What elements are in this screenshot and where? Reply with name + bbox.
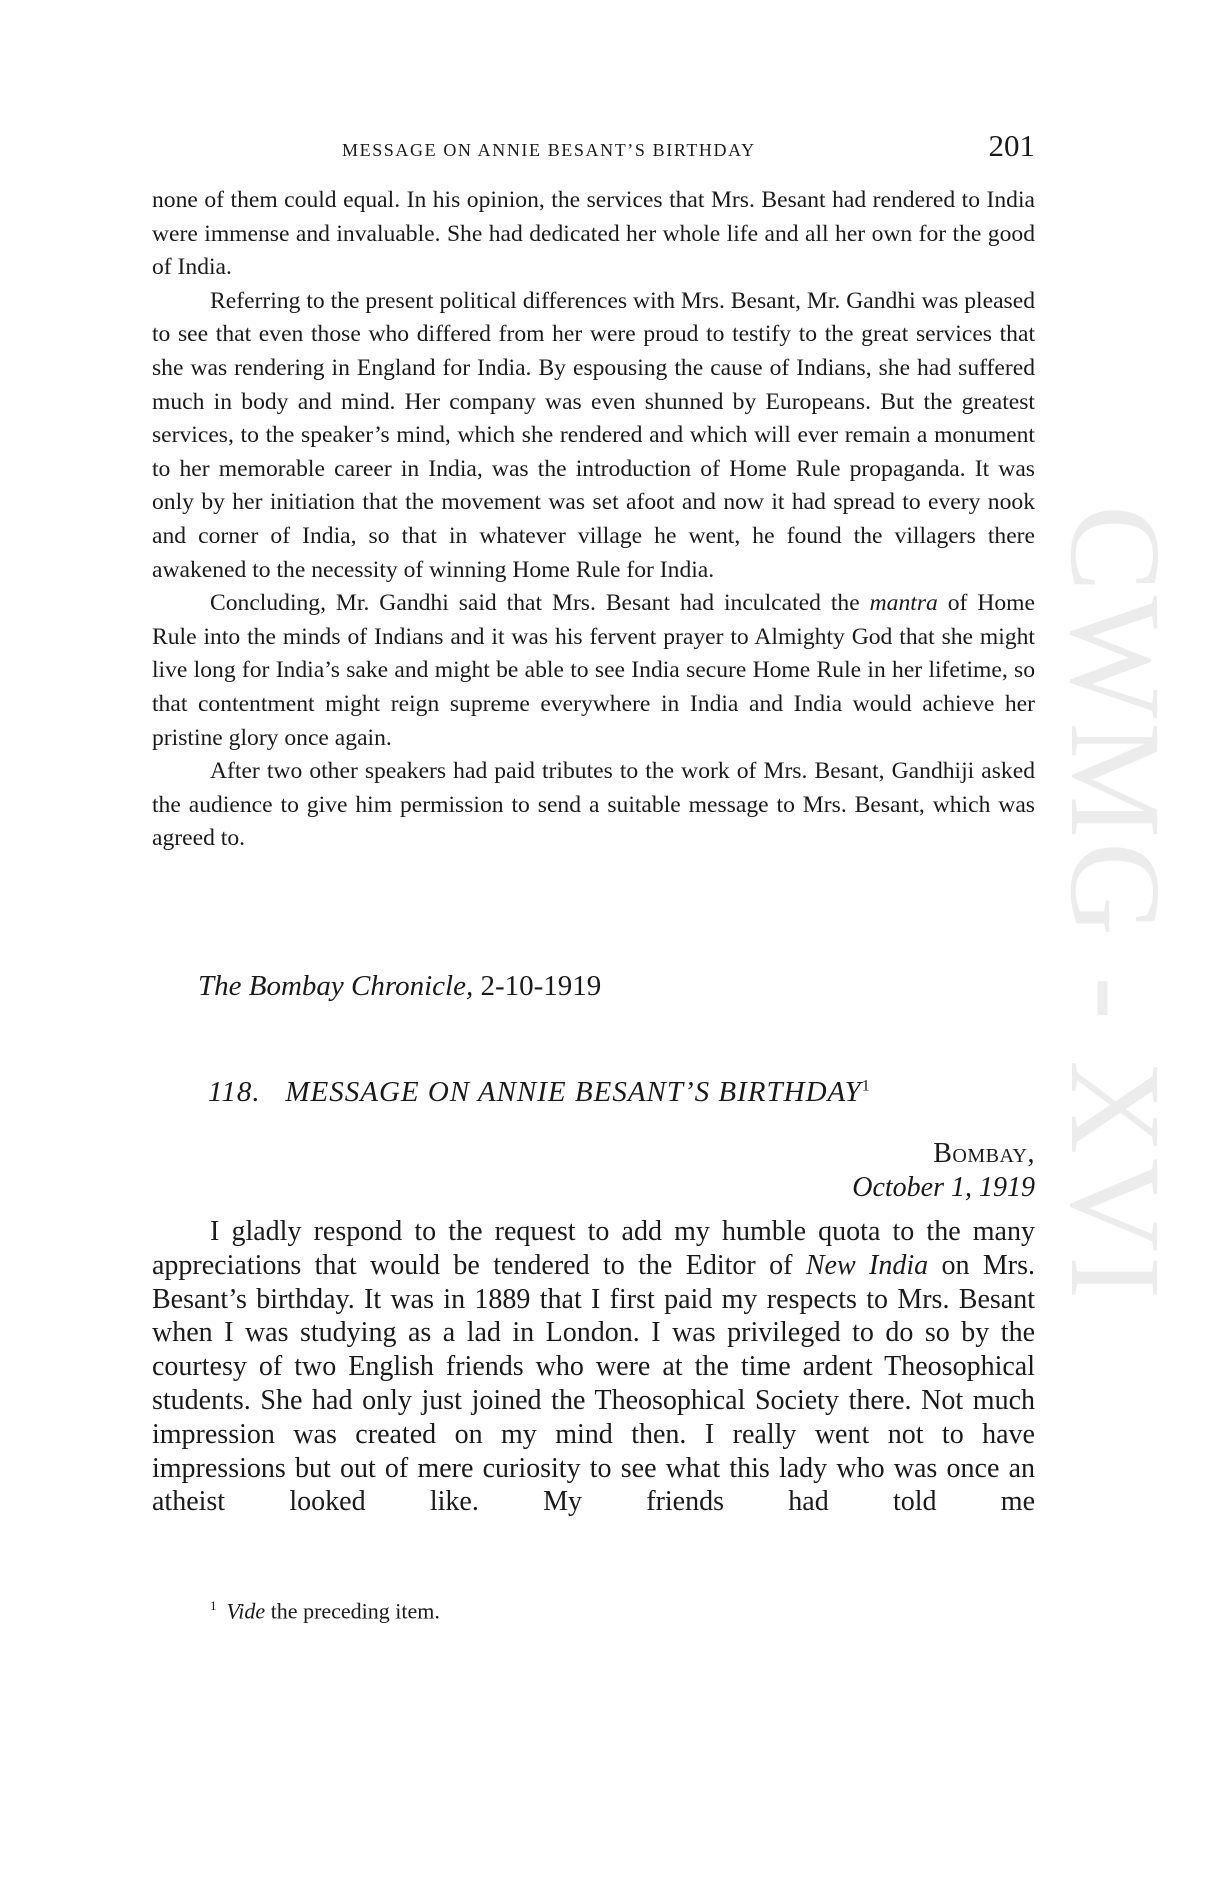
footnote-vide: Vide: [226, 1598, 266, 1624]
letter-start: I gladly respond to the request to add my humble quota to the many appreciations that would be tendered to the Editor of: [152, 1216, 1035, 1281]
letter-rest: on Mrs. Besant’s birthday. It was in 1889 that I first paid my respects to Mrs. Besant when I was studying as a lad in London. I was privileged to do so by the courtesy of two English friends who were at the time ardent Theosophical students. She had only just joined the Theosophical Society there. Not much impression was created on my mind then. I really went not to have impressions but out of mere curiosity to see what this lady who was once an atheist looked like. My friends had told me: [152, 1249, 1036, 1518]
source-publication: The Bombay Chronicle,: [198, 970, 474, 1002]
paragraph-3-end: of Home Rule into the minds of Indians and it was his fervent prayer to Almighty God that she might live long for India’s sake and might be able to see India secure Home Rule in her lifetime, so that contentment might reign supreme everywhere in India and India would achieve her pristine glory once again.: [152, 590, 1035, 751]
source-citation: [198, 970, 601, 1003]
dateline-place: Bombay,: [933, 1138, 1035, 1169]
mantra-italic: mantra: [869, 590, 938, 617]
article-number: 118.: [208, 1076, 261, 1108]
letter-paragraph: [152, 1215, 1035, 1519]
paragraph-1: none of them could equal. In his opinion, the services that Mrs. Besant had rendered to India were immense and invaluable. She had dedicated her whole life and all her own for the good of India.: [152, 187, 1035, 281]
paragraph-4: After two other speakers had paid tributes to the work of Mrs. Besant, Gandhiji asked the audience to give him permission to send a suitable message to Mrs. Besant, which was agreed to.: [152, 758, 1035, 852]
new-india-italic: New India: [805, 1249, 929, 1281]
paragraph-3: [152, 587, 1035, 755]
report-body: [152, 184, 1035, 856]
footnote-text: the preceding item.: [270, 1598, 440, 1624]
article-heading: [208, 1076, 871, 1109]
letter-body: [152, 1215, 1035, 1519]
source-date: 2-10-1919: [480, 970, 602, 1002]
running-head: [152, 128, 1035, 168]
watermark-text: CWMG - XVI: [1043, 505, 1187, 1304]
running-title: MESSAGE ON ANNIE BESANT’S BIRTHDAY: [342, 140, 756, 160]
watermark: [1040, 505, 1190, 1535]
footnote-marker: 1: [861, 1077, 871, 1095]
page-number: 201: [988, 128, 1035, 163]
article-title: MESSAGE ON ANNIE BESANT’S BIRTHDAY: [285, 1076, 862, 1108]
paragraph-2: Referring to the present political differences with Mrs. Besant, Mr. Gandhi was pleased to see that even those who differed from her were proud to testify to the great services that she was rendering in England for India. By espousing the cause of Indians, she had suffered much in body and mind. Her company was even shunned by Europeans. But the greatest services, to the speaker’s mind, which she rendered and which will ever remain a monument to her memorable career in India, was the introduction of Home Rule propaganda. It was only by her initiation that the movement was set afoot and now it had spread to every nook and corner of India, so that in whatever village he went, he found the villagers there awakened to the necessity of winning Home Rule for India.: [152, 287, 1035, 583]
footnote: [210, 1598, 440, 1624]
footnote-number: 1: [210, 1598, 217, 1613]
paragraph-3-start: Concluding, Mr. Gandhi said that Mrs. Besant had inculcated the: [210, 590, 860, 617]
dateline-date: October 1, 1919: [852, 1172, 1035, 1203]
document-page: [152, 0, 1035, 1890]
